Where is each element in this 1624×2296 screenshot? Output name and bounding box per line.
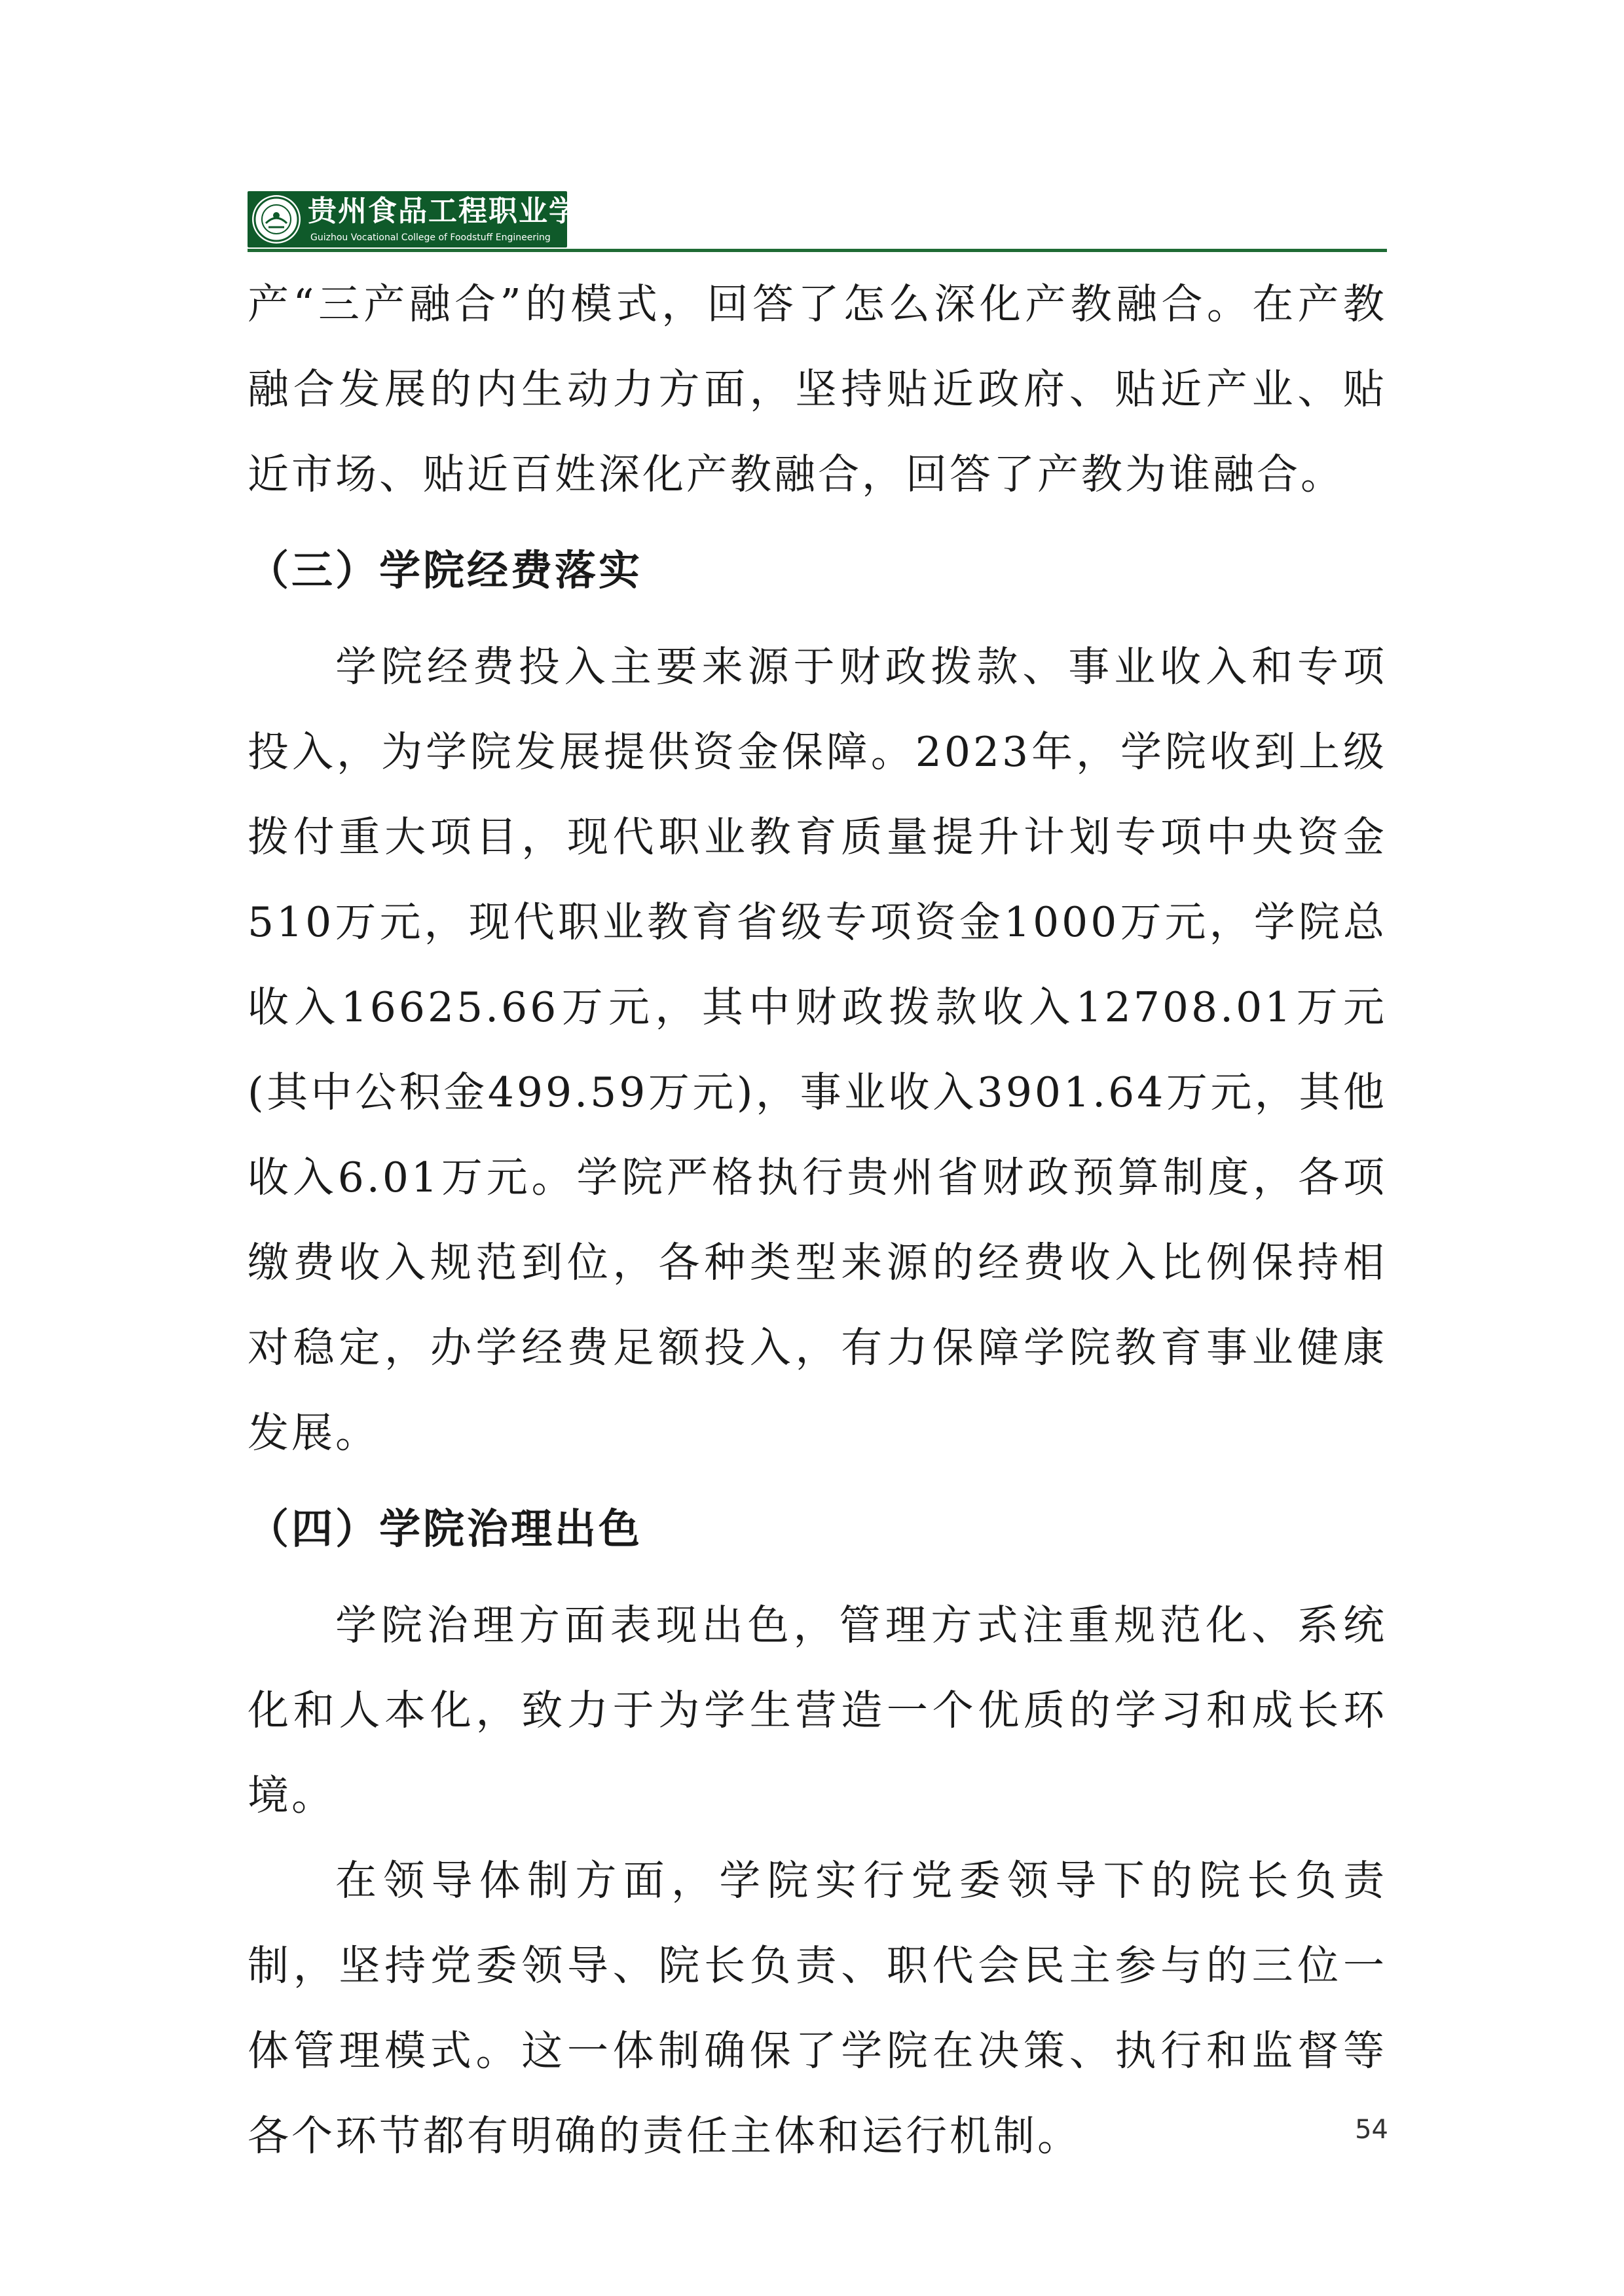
page-number: 54 (1355, 2115, 1388, 2145)
section-heading-4: （四）学院治理出色 (248, 1505, 642, 1553)
header-divider (248, 249, 1387, 252)
section-heading-3: （三）学院经费落实 (248, 547, 642, 594)
paragraph-governance: 学院治理方面表现出色，管理方式注重规范化、系统化和人本化，致力于为学生营造一个优质的学习和成长环境。 (248, 1601, 1387, 1819)
paragraph-continued: 产“三产融合”的模式，回答了怎么深化产教融合。在产教融合发展的内生动力方面，坚持贴近政府、贴近产业、贴近市场、贴近百姓深化产教融合，回答了产教为谁融合。 (248, 280, 1387, 498)
logo-english-name: Guizhou Vocational College of Foodstuff Engineering (310, 232, 551, 243)
page-header (248, 191, 1387, 250)
paragraph-leadership: 在领导体制方面，学院实行党委领导下的院长负责制，坚持党委领导、院长负责、职代会民主参与的三位一体管理模式。这一体制确保了学院在决策、执行和监督等各个环节都有明确的责任主体和运行机制。 (248, 1857, 1387, 2160)
document-body (248, 262, 1387, 2179)
logo-chinese-name: 贵州食品工程职业学院 (308, 194, 609, 228)
college-logo (248, 191, 609, 247)
college-seal-icon (250, 193, 303, 246)
paragraph-funding: 学院经费投入主要来源于财政拨款、事业收入和专项投入，为学院发展提供资金保障。2023年，学院收到上级拨付重大项目，现代职业教育质量提升计划专项中央资金510万元，现代职业教育省级专项资金1000万元，学院总收入16625.66万元，其中财政拨款收入12708.01万元(其中公积金499.59万元)，事业收入3901.64万元，其他收入6.01万元。学院严格执行贵州省财政预算制度，各项缴费收入规范到位，各种类型来源的经费收入比例保持相对稳定，办学经费足额投入，有力保障学院教育事业健康发展。 (248, 643, 1387, 1457)
